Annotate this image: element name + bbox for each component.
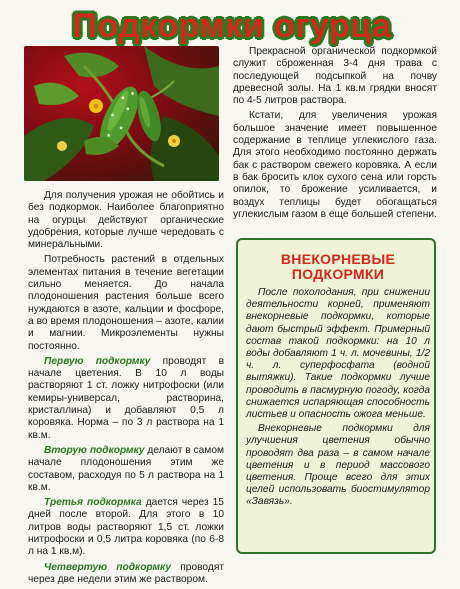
paragraph: Для получения урожая не обойтись и без подкормок. Наиболее благоприятно на огурцы действуют органические удобрения, которые лучше чередовать с минеральными. [28,190,224,251]
feeding-label: Четвертую подкормку [44,561,171,573]
paragraph: Кстати, для увеличения урожая большое значение имеет повышенное содержание в теплице углекислого газа. Для этого необходимо постоянно держать бак с раствором свежего коровяка. А если в бак бросить клок сухого сена или горсть опилок, то брожение усиливается, и воздух теплицы будет обогащаться углекислым газом в еще большей степени. [233,110,437,220]
page-title: Подкормки огурца [72,7,392,45]
cucumber-plant-icon [24,46,219,181]
cucumber-photo [24,46,219,181]
paragraph-text: делают в самом начале плодоношения этим же составом, расходуя по 5 л раствора на 1 кв.м. [28,444,224,493]
left-column [28,190,224,589]
feeding-label: Первую подкормку [44,355,151,367]
box-body [246,287,430,511]
paragraph: После похолодания, при снижении деятельности корней, применяют внекорневые подкормки, которые дают быстрый эффект. Примерный состав такой подкормки: на 10 л воды добавляют 1 ч. л. мочевины, 1/2 ч. л. суперфосфата (водной вытяжки). Такие подкормки лучше проводить в пасмурную погоду, когда снижается испаряющая способность листьев и опасность ожога меньше. [246,287,430,421]
paragraph: Внекорневые подкормки для улучшения цветения обычно проводят два раза – в самом начале цветения и в период массового цветения. Проще всего для этих целей использовать биостимулятор «Завязь». [246,423,430,508]
feeding-label: Вторую подкормку [44,444,145,456]
feeding-label: Третья подкормка [44,497,142,509]
paragraph-text: проводят в начале цветения. В 10 л воды растворяют 1 ст. ложку нитрофоски (или кемиры-универсал, растворина, кристаллина) и добавляют 0,5 л коровяка. Норма – по 3 л раствора на 1 кв.м. [28,355,224,441]
paragraph [28,445,224,494]
right-column [233,46,437,224]
foliar-feeding-box [236,238,436,554]
paragraph: Потребность растений в отдельных элементах питания в течение вегетации сильно меняется. До начала плодоношения растения больше всего нуждаются в азоте, кальции и фосфоре, а во время плодоношения – азоте, калии и магнии. Микроэлементы нужны постоянно. [28,254,224,352]
paragraph-text: дается через 15 дней после второй. Для этого в 10 литров воды растворяют 1,5 ст. ложки нитрофоски и 0,5 литра коровяка (по 6-8 л на 1 кв.м). [28,497,224,558]
paragraph [28,356,224,442]
box-title: ВНЕКОРНЕВЫЕ ПОДКОРМКИ [280,251,396,282]
paragraph [28,562,224,587]
paragraph: Прекрасной органической подкормкой служит сброженная 3-4 дня трава с последующей подсыпкой на почву древесной золы. На 1 кв.м грядки вносят по 4-5 литров раствора. [233,46,437,107]
paragraph-text: проводят через две недели этим же раствором. [28,561,224,585]
paragraph [28,497,224,558]
